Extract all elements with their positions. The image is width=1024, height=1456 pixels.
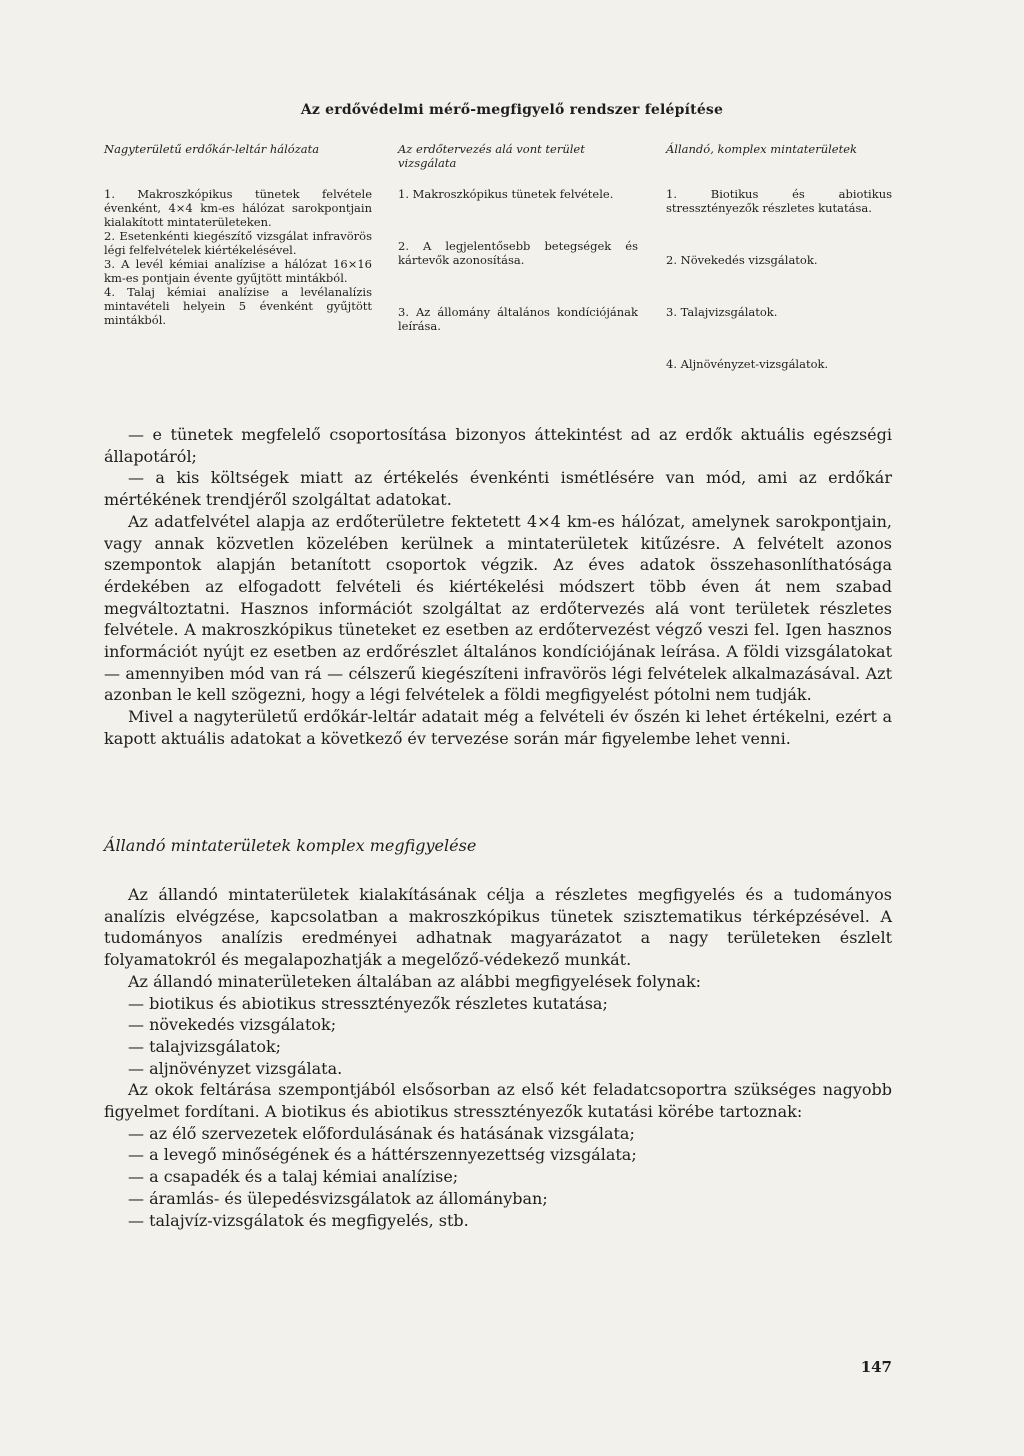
paragraph: Az adatfelvétel alapja az erdőterületre fektetett 4×4 km-es hálózat, amelynek sarokpontjain, vagy annak közvetlen közelében kerülnek a mintaterületek kitűzésre. A felvételt azonos szempontok alapján betanított csoportok végzik. Az éves adatok összehasonlíthatósága érdekében az elfogadott felvételi és kiértékelési módszert több éven át nem szabad megváltoztatni. Hasznos információt szolgáltat az erdőtervezés alá vont területek részletes felvétele. A makroszkópikus tüneteket ez esetben az erdőtervezést végző veszi fel. Igen hasznos információt nyújt ez esetben az erdőrészlet általános kondíciójának leírása. A földi vizsgálatokat — amennyiben mód van rá — célszerű kiegészíteni infravörös légi felvételek alkalmazásával. Azt azonban le kell szögezni, hogy a légi felvételek a földi megfigyelést pótolni nem tudják. <box>104 511 892 705</box>
paragraph: Az állandó minaterületeken általában az alábbi megfigyelések folynak: <box>128 971 702 991</box>
list-item: — a levegő minőségének és a háttérszennyezettség vizsgálata; <box>128 1145 637 1165</box>
column-forest-planning-area <box>398 142 638 371</box>
column-item: 4. Aljnövényzet-vizsgálatok. <box>666 357 829 371</box>
list-item: — a csapadék és a talaj kémiai analízise; <box>128 1167 459 1187</box>
section-heading: Állandó mintaterületek komplex megfigyelése <box>104 836 477 855</box>
column-item: 2. Esetenkénti kiegészítő vizsgálat infravörös légi felfelvételek kiértékelésével. <box>104 229 372 257</box>
page-title: Az erdővédelmi mérő-megfigyelő rendszer felépítése <box>300 102 724 118</box>
page-number: 147 <box>860 1358 892 1376</box>
column-item: 1. Makroszkópikus tünetek felvétele évenként, 4×4 km-es hálózat sarokpontjain kialakított mintaterületeken. <box>104 187 372 229</box>
dash-item: — e tünetek megfelelő csoportosítása bizonyos áttekintést ad az erdők aktuális egészségi állapotáról; <box>104 425 892 466</box>
list-item: — növekedés vizsgálatok; <box>128 1015 337 1035</box>
dash-item: — a kis költségek miatt az értékelés évenkénti ismétlésére van mód, ami az erdőkár mértékének trendjéről szolgáltat adatokat. <box>104 468 892 510</box>
list-item: — talajvíz-vizsgálatok és megfigyelés, stb. <box>128 1210 469 1230</box>
column-heading: Nagyterületű erdőkár-leltár hálózata <box>104 142 320 156</box>
paragraph: Az okok feltárása szempontjából elsősorban az első két feladatcsoportra szükséges nagyobb figyelmet fordítani. A biotikus és abiotikus stressztényezők kutatási körébe tartoznak: <box>104 1080 892 1122</box>
list-item: — talajvizsgálatok; <box>128 1036 282 1056</box>
column-item: 3. A levél kémiai analízise a hálózat 16×16 km-es pontjain évente gyűjtött mintákból. <box>104 257 372 285</box>
column-heading: Az erdőtervezés alá vont terület vizsgálata <box>398 142 585 170</box>
paragraph: Az állandó mintaterületek kialakításának célja a részletes megfigyelés és a tudományos analízis elvégzése, kapcsolatban a makroszkópikus tünetek szisztematikus térképzésével. A tudományos analízis eredményei adhatnak magyarázatot a nagy területeken észlelt folyamatokról és megalapozhatják a megelőző-védekező munkát. <box>104 885 892 970</box>
column-heading: Állandó, komplex mintaterületek <box>666 142 857 156</box>
body-block-2 <box>104 884 892 1231</box>
list-item: — biotikus és abiotikus stressztényezők részletes kutatása; <box>128 993 608 1013</box>
list-item: — az élő szervezetek előfordulásának és hatásának vizsgálata; <box>128 1123 635 1143</box>
column-item: 2. A legjelentősebb betegségek és kártevők azonosítása. <box>398 239 638 267</box>
paragraph: Mivel a nagyterületű erdőkár-leltár adatait még a felvételi év őszén ki lehet értékelni, ezért a kapott aktuális adatokat a következő év tervezése során már figyelembe lehet venni. <box>104 707 892 748</box>
column-item: 3. Talajvizsgálatok. <box>666 305 778 319</box>
column-item: 4. Talaj kémiai analízise a levélanalízis mintavételi helyein 5 évenként gyűjtött mintákból. <box>104 285 372 327</box>
column-item: 1. Makroszkópikus tünetek felvétele. <box>398 187 614 201</box>
column-item: 3. Az állomány általános kondíciójának leírása. <box>398 305 638 333</box>
column-item: 1. Biotikus és abiotikus stressztényezők részletes kutatása. <box>666 187 892 215</box>
list-item: — áramlás- és ülepedésvizsgálatok az állományban; <box>128 1188 548 1208</box>
column-item: 2. Növekedés vizsgálatok. <box>666 253 818 267</box>
column-large-area-inventory <box>104 142 372 327</box>
list-item: — aljnövényzet vizsgálata. <box>128 1058 343 1078</box>
body-block-1 <box>104 424 892 750</box>
column-permanent-plots <box>666 142 892 409</box>
